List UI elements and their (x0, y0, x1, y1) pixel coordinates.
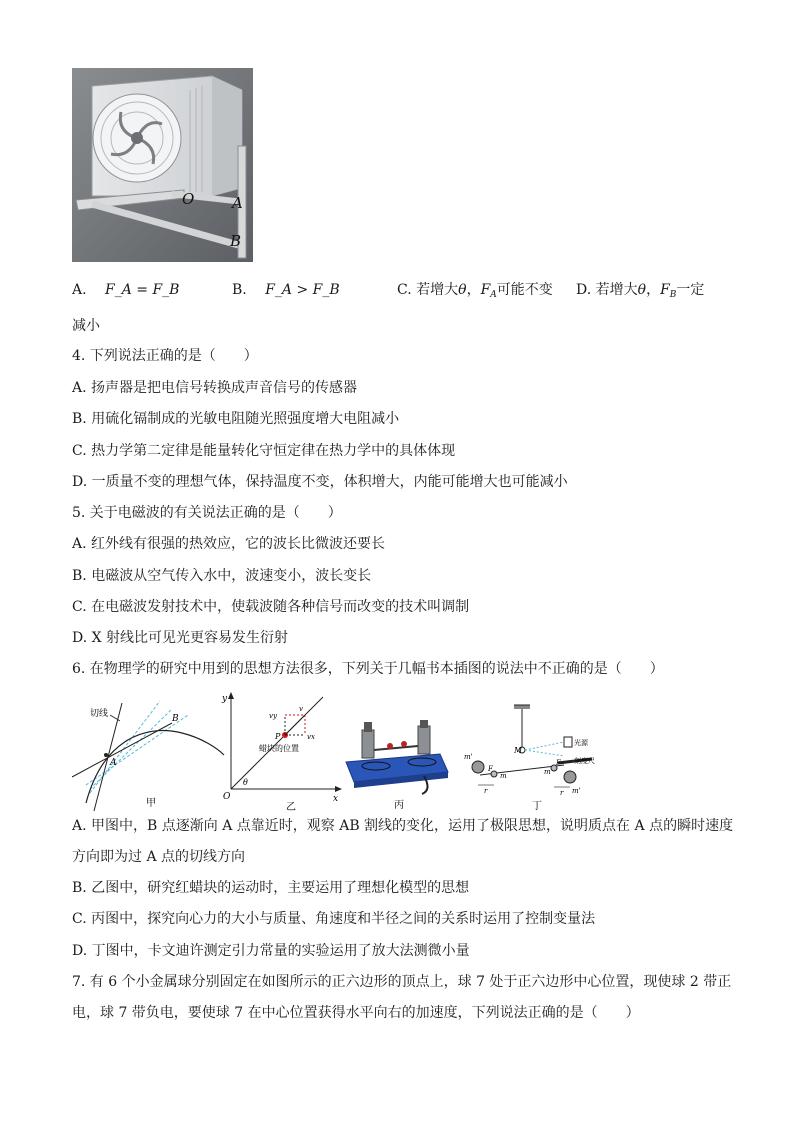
point-a: A (110, 758, 117, 768)
q4-option-d: D. 一质量不变的理想气体，保持温度不变，体积增大，内能可能增大也可能减小 (72, 474, 568, 490)
option-d-continued: 减小 (72, 318, 100, 334)
caption-jia: 甲 (146, 798, 156, 809)
m-prime-right: m' (572, 787, 581, 795)
option-c-tail: 可能不变 (496, 282, 553, 298)
vy-label: vy (269, 712, 277, 720)
option-d-sub: B (669, 290, 677, 300)
mass-m-right: m (544, 768, 551, 776)
mass-m-left: m (500, 772, 507, 780)
q3-options (72, 280, 179, 300)
label-o: O (182, 190, 195, 208)
option-a-prefix: A. (72, 282, 87, 298)
q5-stem: 5. 关于电磁波的有关说法正确的是（ ） (72, 505, 342, 521)
q6-option-d: D. 丁图中，卡文迪许测定引力常量的实验运用了放大法测微小量 (72, 943, 470, 959)
origin-label: O (223, 792, 231, 802)
q4-option-c: C. 热力学第二定律是能量转化守恒定律在热力学中的具体体现 (72, 443, 456, 459)
option-c-sep: ， (466, 282, 481, 298)
label-a: A (232, 194, 243, 212)
air-conditioner-illustration (72, 68, 253, 262)
vx-label: vx (307, 733, 315, 741)
caption-yi: 乙 (286, 802, 296, 813)
option-b-prefix: B. (232, 282, 247, 298)
air-conditioner-photo (72, 68, 253, 262)
option-c-var: F (480, 282, 491, 298)
option-d-theta: θ (637, 282, 647, 298)
option-a-expr: F_A = F_B (105, 282, 180, 298)
option-c-sub: A (490, 290, 497, 300)
axis-x-label: x (333, 794, 339, 804)
force-f-right: F (556, 759, 561, 767)
q5-option-c: C. 在电磁波发射技术中，使载波随各种信号而改变的技术叫调制 (72, 599, 470, 615)
q7-stem-line1: 7. 有 6 个小金属球分别固定在如图所示的正六边形的顶点上，球 7 处于正六边形中心位置，现使球 2 带正 (72, 974, 732, 990)
option-d-sep: ， (646, 282, 661, 298)
scale-label: 刻度尺 (574, 757, 595, 765)
radius-r-left: r (484, 787, 488, 795)
label-b: B (230, 232, 242, 250)
v-label: v (299, 705, 303, 713)
figure-bing (344, 720, 452, 813)
option-d-tail: 一定 (676, 282, 705, 298)
velocity-composition-diagram (215, 689, 345, 813)
q6-option-a-line1: A. 甲图中，B 点逐渐向 A 点靠近时，观察 AB 割线的变化，运用了极限思想，说明质点在 A 点的瞬时速度 (72, 818, 734, 834)
axis-y-label: y (222, 694, 228, 704)
secant-tangent-diagram (72, 693, 232, 813)
option-c-theta: θ (458, 282, 467, 298)
option-d-prefix: D. 若增大 (576, 282, 638, 298)
q5-option-b: B. 电磁波从空气传入水中，波速变小，波长变长 (72, 568, 372, 584)
point-b: B (172, 714, 179, 724)
centripetal-force-apparatus (344, 720, 452, 813)
q3-option-c (397, 280, 553, 305)
option-c-prefix: C. 若增大 (397, 282, 459, 298)
q3-option-d (576, 280, 704, 305)
m-top-label: M (514, 746, 523, 755)
tangent-label: 切线 (90, 709, 109, 719)
q4-option-a: A. 扬声器是把电信号转换成声音信号的传感器 (72, 380, 358, 396)
point-p: P (275, 732, 281, 741)
q4-stem: 4. 下列说法正确的是（ ） (72, 348, 258, 364)
figure-yi (215, 689, 345, 813)
force-f-left: F (488, 765, 493, 773)
option-b-expr: F_A > F_B (265, 282, 340, 298)
q5-option-a: A. 红外线有很强的热效应，它的波长比微波还要长 (72, 536, 386, 552)
torsion-balance-diagram (458, 699, 598, 813)
q7-stem-line2: 电，球 7 带负电，要使球 7 在中心位置获得水平向右的加速度，下列说法正确的是（ ） (72, 1005, 640, 1021)
figure-ding (458, 699, 598, 813)
q6-option-b: B. 乙图中，研究红蜡块的运动时，主要运用了理想化模型的思想 (72, 880, 470, 896)
radius-r-right: r (560, 789, 564, 797)
caption-bing: 丙 (394, 800, 404, 811)
q5-option-d: D. X 射线比可见光更容易发生衍射 (72, 630, 289, 646)
q6-stem: 6. 在物理学的研究中用到的思想方法很多，下列关于几幅书本插图的说法中不正确的是（ ） (72, 661, 664, 677)
q6-option-c: C. 丙图中，探究向心力的大小与质量、角速度和半径之间的关系时运用了控制变量法 (72, 911, 596, 927)
wax-position-label: 蜡块的位置 (259, 744, 299, 753)
q4-option-b: B. 用硫化镉制成的光敏电阻随光照强度增大电阻减小 (72, 411, 400, 427)
theta-label: θ (243, 778, 248, 787)
m-prime-left: m' (464, 753, 473, 761)
q6-option-a-line2: 方向即为过 A 点的切线方向 (72, 849, 246, 865)
light-source-label: 光源 (574, 739, 588, 747)
option-d-var: F (660, 282, 670, 298)
caption-ding: 丁 (532, 801, 542, 812)
q3-option-b (232, 280, 340, 300)
figure-jia (72, 693, 232, 813)
